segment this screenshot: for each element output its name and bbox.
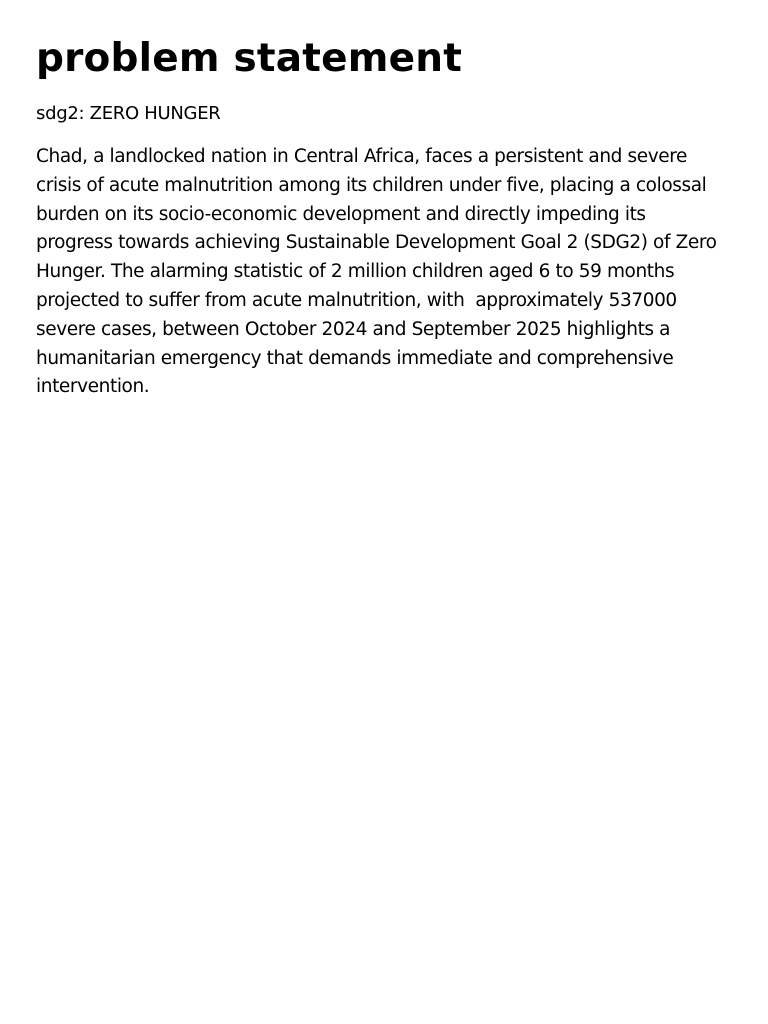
document-page — [36, 34, 726, 402]
page-subtitle: sdg2: ZERO HUNGER — [36, 103, 221, 124]
page-title: problem statement — [36, 36, 463, 81]
body-paragraph: Chad, a landlocked nation in Central Africa, faces a persistent and severe crisis of acute malnutrition among its children under five, placing a colossal burden on its socio-economic development and directly impeding its progress towards achieving Sustainable Development Goal 2 (SDG2) of Zero Hunger. The alarming statistic of 2 million children aged 6 to 59 months projected to suffer from acute malnutrition, with approximately 537000 severe cases, between October 2024 and September 2025 highlights a humanitarian emergency that demands immediate and comprehensive intervention. — [36, 146, 723, 398]
